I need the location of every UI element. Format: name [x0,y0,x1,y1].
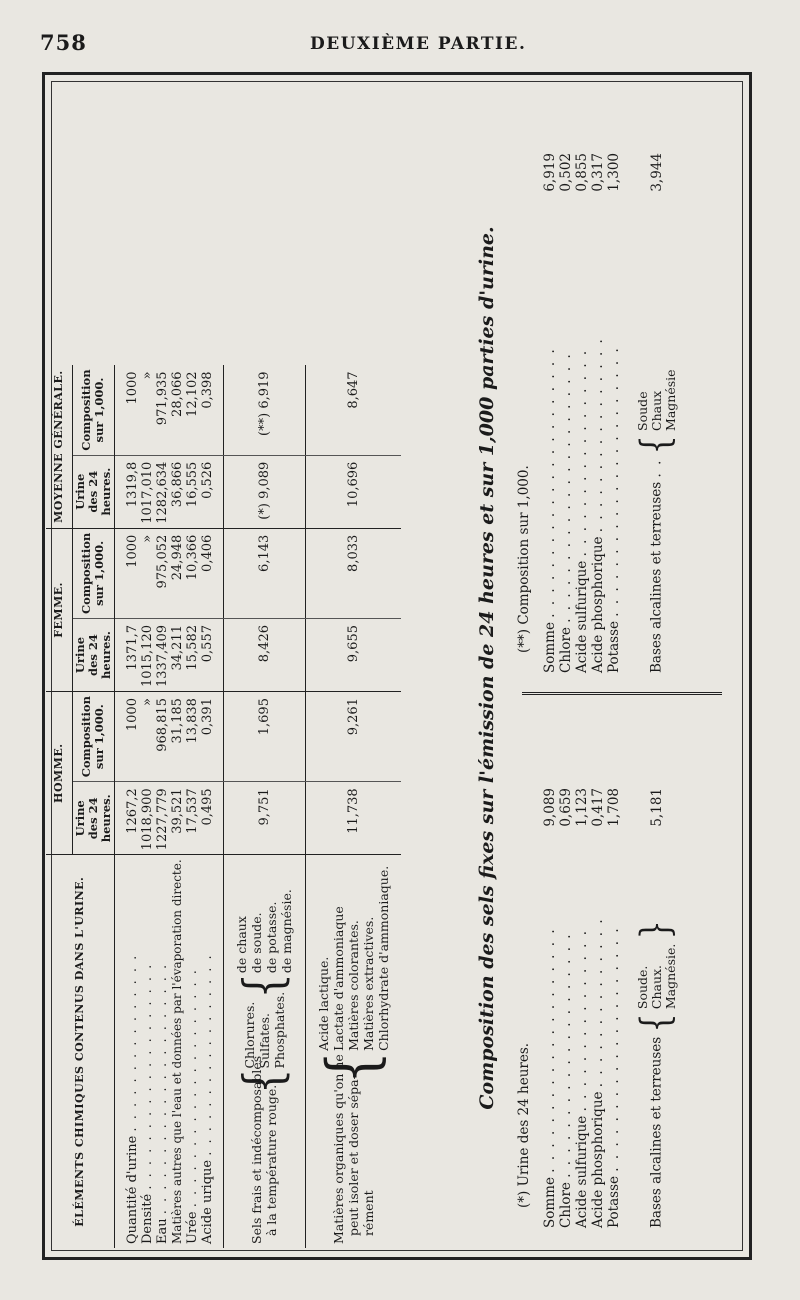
table-cell-value: 971,935 [154,371,170,426]
group-header-femme: FEMME. [46,528,72,691]
fixed-salts-right [516,113,678,673]
table-cell-label: Quantité d'urine . . . . . . . . . . . . . . . [114,855,140,1248]
table-cell-value: 1,695 [223,692,305,782]
subheader-urine-24h: Urine des 24 heures. [72,455,114,528]
table-cell-value: 1371,7 [114,619,140,692]
fixed-salts-left [516,708,678,1228]
table-cell-label: Urée . . . . . . . . . . . . . . . . . . . . [185,855,200,1248]
table-cell-value: 9,655 [305,619,401,692]
table-cell-value: 975,052 [155,528,170,618]
table-cell-value: 0,557 [200,619,224,692]
page-header [0,0,800,70]
table-cell-value: 8,033 [305,528,401,618]
table-cell-value: 0,406 [200,528,224,618]
list-item: Chlore . . . . . . . . . . . . . . . . . . . . 0,659 [558,788,574,1228]
list-item: Acide phosphorique . . . . . . . . . . . . . . 0,417 [590,788,606,1228]
list-item: Potasse . . . . . . . . . . . . . . . . . . . . 1,708 [606,788,622,1228]
table-cell-value: 8,647 [305,365,401,455]
table-cell-value: » [140,528,155,618]
subheader-composition: Composition sur 1,000. [72,365,114,455]
table-cell-label: Sels frais et indécomposables à la température rouge.{Chlorures. Sulfates. Phosphates.{de chaux de soude. de potasse. de magnésie. [223,855,305,1248]
list-item: Acide sulfurique . . . . . . . . . . . . . . . . . 0,855 [574,153,590,673]
list-item: Somme . . . . . . . . . . . . . . . . . . . . . . 6,919 [542,153,558,673]
table-cell-value: (**) 6,919 [223,365,305,455]
table-cell-label: Matières organiques qu'on ne peut isoler et doser sépa- rément{Acide lactique. Lactate d'ammoniaque Matières colorantes. Matières extractives. Chlorhydrate d'ammoniaque. [305,855,401,1248]
table-cell-value: 8,426 [223,619,305,692]
table-row [114,365,140,1248]
table-cell-value: 9,751 [223,782,305,855]
table-cell-value: 1319,8 [114,455,140,528]
list-item: Chlore . . . . . . . . . . . . . . . . . . . . . . 0,502 [558,153,574,673]
table-cell-value: 1000 [114,692,140,782]
running-title: DEUXIÈME PARTIE. [310,34,527,54]
table-cell-value: 0,495 [200,782,224,855]
column-header-elements: ÉLÉMENTS CHIMIQUES CONTENUS DANS L'URINE. [46,855,114,1248]
table-row-organic [305,365,401,1248]
table-cell-label: Densité . . . . . . . . . . . . . . . . . . . [140,855,155,1248]
rotated-table-stage [46,76,746,1248]
right-heading: (**) Composition sur 1,000. [516,465,532,653]
table-cell-value: 1000 [124,371,140,405]
table-cell-value: 1017,010 [140,455,155,528]
table-cell-value: 17,537 [185,782,200,855]
column-divider [522,692,722,695]
table-row [200,365,224,1248]
table-cell-label: Matières autres que l'eau et données par l'évaporation directe. [170,855,185,1248]
table-cell-value: 28,066 [169,371,185,417]
table-cell-value: » [139,371,155,380]
list-item-bases: Bases alcalines et terreuses . . { Soude Chaux Magnésie 3,944 [633,153,680,673]
page-number: 758 [40,30,87,55]
list-item-bases: Bases alcalines et terreuses { Soude. Chaux. Magnésie. } 5,181 [633,788,680,1228]
table-cell-value: 1282,634 [155,455,170,528]
subheader-urine-24h: Urine des 24 heures. [72,619,114,692]
table-cell-value: 36,866 [170,455,185,528]
table-cell-value: 0,398 [199,371,215,409]
table-row [170,365,185,1248]
subheader-urine-24h: Urine des 24 heures. [72,782,114,855]
table-cell-label: Eau . . . . . . . . . . . . . . . . . . . . . [155,855,170,1248]
table-cell-value: 1267,2 [114,782,140,855]
list-item: Acide sulfurique . . . . . . . . . . . . . . . 1,123 [574,788,590,1228]
group-header-moyenne: MOYENNE GÉNÉRALE. [46,365,72,528]
table-cell-value: 34,211 [170,619,185,692]
table-cell-value: 39,521 [170,782,185,855]
list-item: Potasse . . . . . . . . . . . . . . . . . . . . . . 1,300 [606,153,622,673]
table-cell-value: 15,582 [185,619,200,692]
fixed-salts-title: Composition des sels fixes sur l'émission de 24 heures et sur 1,000 parties d'urine. [476,226,498,1110]
table-cell-value: 0,526 [200,455,224,528]
table-cell-value: 10,366 [185,528,200,618]
table-cell-value: 1337,409 [155,619,170,692]
table-cell-value: 13,838 [185,692,200,782]
list-item: Somme . . . . . . . . . . . . . . . . . . . . 9,089 [542,788,558,1228]
subheader-composition: Composition sur 1,000. [72,528,114,618]
table-row [140,365,155,1248]
table-cell-value: 968,815 [155,692,170,782]
table-cell-value: 0,391 [200,692,224,782]
table-cell-value: 11,738 [305,782,401,855]
group-header-homme: HOMME. [46,692,72,855]
table-cell-value: 1227,779 [155,782,170,855]
table-row [155,365,170,1248]
table-cell-value: » [140,692,155,782]
table-cell-value: 9,261 [305,692,401,782]
table-cell-value: 12,102 [184,371,200,417]
table-cell-value: 1015,120 [140,619,155,692]
table-row [185,365,200,1248]
left-heading: (*) Urine des 24 heures. [516,1042,532,1208]
table-cell-label: Acide urique . . . . . . . . . . . . . . . . . [200,855,224,1248]
table-header-groups [46,365,72,1248]
table-cell-value: 24,948 [170,528,185,618]
table-row-salts [223,365,305,1248]
table-cell-value: 10,696 [305,455,401,528]
table-cell-value: 1018,900 [140,782,155,855]
table-cell-value: 1000 [114,528,140,618]
table-cell-value: 31,185 [170,692,185,782]
subheader-composition: Composition sur 1,000. [72,692,114,782]
urine-composition-table [46,365,401,1248]
table-cell-value: (*) 9,089 [223,455,305,528]
list-item: Acide phosphorique . . . . . . . . . . . . . . . . 0,317 [590,153,606,673]
table-cell-value: 6,143 [223,528,305,618]
table-cell-value: 16,555 [185,455,200,528]
